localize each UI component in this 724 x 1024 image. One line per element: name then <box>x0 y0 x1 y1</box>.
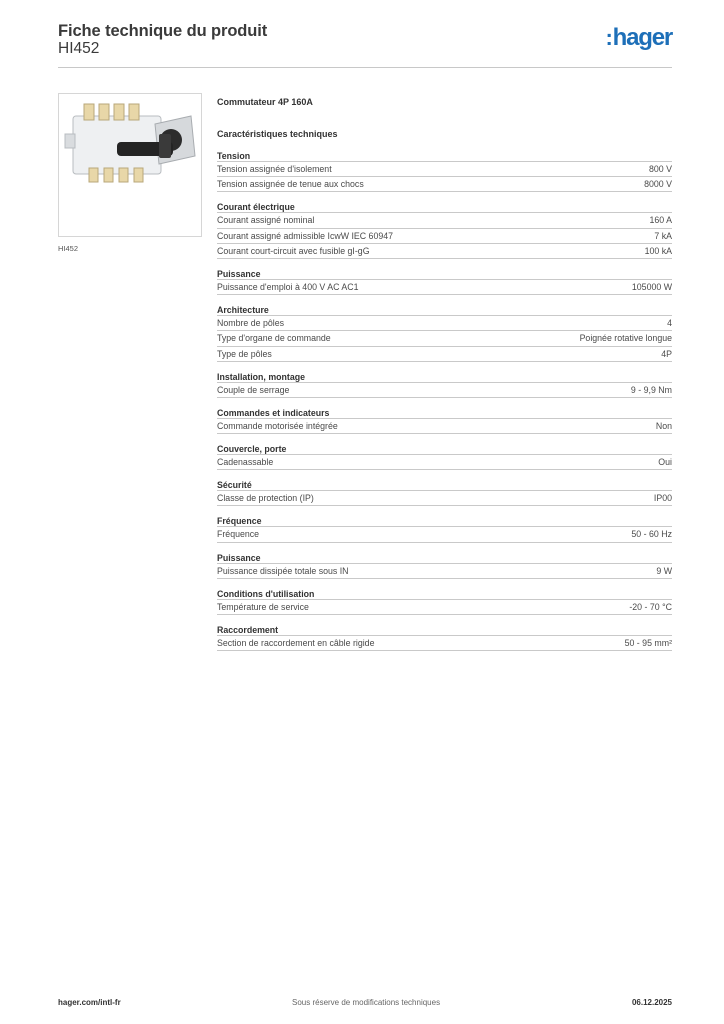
spec-row <box>217 347 672 362</box>
spec-group-title: Couvercle, porte <box>217 443 672 455</box>
spec-label: Courant court-circuit avec fusible gI-gG <box>217 245 370 256</box>
spec-value: 160 A <box>649 215 672 226</box>
spec-value: 8000 V <box>644 179 672 190</box>
spec-group-title: Installation, montage <box>217 371 672 383</box>
spec-label: Nombre de pôles <box>217 318 284 329</box>
spec-row <box>217 316 672 331</box>
spec-label: Tension assignée de tenue aux chocs <box>217 179 364 190</box>
spec-value: 4 <box>667 318 672 329</box>
spec-label: Tension assignée d'isolement <box>217 164 332 174</box>
spec-label: Puissance dissipée totale sous IN <box>217 565 349 576</box>
document-title: Fiche technique du produit <box>58 22 268 40</box>
logo-text: hager <box>612 24 672 51</box>
spec-label: Type de pôles <box>217 348 272 359</box>
spec-value: Oui <box>658 457 672 468</box>
spec-label: Couple de serrage <box>217 384 290 395</box>
spec-group-title: Fréquence <box>217 515 672 527</box>
spec-row <box>217 527 672 542</box>
spec-group <box>217 588 672 615</box>
spec-row <box>217 280 672 295</box>
product-reference: HI452 <box>58 40 100 57</box>
hager-logo[interactable]: :hager <box>605 24 672 51</box>
spec-group-title: Raccordement <box>217 624 672 636</box>
spec-value: 4P <box>661 348 672 359</box>
spec-row <box>217 383 672 398</box>
page-footer <box>58 998 672 1010</box>
spec-group <box>217 150 672 192</box>
spec-value: -20 - 70 °C <box>629 601 672 612</box>
spec-group-title: Sécurité <box>217 479 672 491</box>
spec-group-title: Puissance <box>217 268 672 280</box>
footer-website-link[interactable]: hager.com/intl-fr <box>58 998 121 1007</box>
spec-value: 7 kA <box>654 230 672 241</box>
spec-row <box>217 244 672 259</box>
footer-notice: Sous réserve de modifications techniques <box>292 998 441 1007</box>
spec-row <box>217 636 672 651</box>
technical-characteristics-title: Caractéristiques techniques <box>217 129 338 139</box>
spec-group <box>217 443 672 470</box>
spec-label: Classe de protection (IP) <box>217 493 314 504</box>
spec-group-title: Commandes et indicateurs <box>217 407 672 419</box>
spec-groups <box>217 150 672 651</box>
spec-value: 50 - 95 mm² <box>624 638 672 648</box>
spec-group <box>217 304 672 362</box>
spec-row <box>217 419 672 434</box>
image-caption: HI452 <box>58 244 79 253</box>
spec-group <box>217 624 672 651</box>
spec-row <box>217 229 672 244</box>
product-image <box>58 93 202 237</box>
switch-illustration <box>59 94 203 238</box>
spec-label: Section de raccordement en câble rigide <box>217 638 375 648</box>
spec-group-title: Conditions d'utilisation <box>217 588 672 600</box>
spec-value: IP00 <box>653 493 672 504</box>
spec-value: 50 - 60 Hz <box>631 529 672 540</box>
spec-label: Commande motorisée intégrée <box>217 420 338 431</box>
spec-row <box>217 213 672 228</box>
spec-row <box>217 177 672 192</box>
spec-value: 800 V <box>649 164 672 174</box>
spec-group <box>217 201 672 259</box>
spec-label: Puissance d'emploi à 400 V AC AC1 <box>217 281 359 292</box>
spec-value: 100 kA <box>644 245 672 256</box>
spec-group-title: Tension <box>217 150 672 162</box>
spec-value: 9 - 9,9 Nm <box>630 384 672 395</box>
spec-value: Non <box>655 420 672 431</box>
spec-label: Fréquence <box>217 529 260 540</box>
spec-row <box>217 564 672 579</box>
spec-group <box>217 515 672 542</box>
spec-label: Courant assigné admissible IcwW IEC 60947 <box>217 230 394 241</box>
spec-label: Type d'organe de commande <box>217 333 331 344</box>
spec-label: Cadenassable <box>217 457 274 468</box>
page-header <box>58 20 672 68</box>
spec-label: Courant assigné nominal <box>217 215 315 226</box>
spec-row <box>217 162 672 177</box>
spec-row <box>217 455 672 470</box>
product-name: Commutateur 4P 160A <box>217 97 313 107</box>
spec-group <box>217 407 672 434</box>
spec-label: Température de service <box>217 601 309 612</box>
spec-group <box>217 268 672 295</box>
specifications <box>217 96 672 651</box>
spec-group <box>217 552 672 579</box>
spec-value: Poignée rotative longue <box>579 333 672 344</box>
spec-group-title: Courant électrique <box>217 201 672 213</box>
spec-group-title: Architecture <box>217 304 672 316</box>
spec-group-title: Puissance <box>217 552 672 564</box>
spec-value: 105000 W <box>631 281 672 292</box>
spec-row <box>217 491 672 506</box>
spec-value: 9 W <box>656 565 672 576</box>
spec-group <box>217 479 672 506</box>
footer-date: 06.12.2025 <box>631 998 672 1007</box>
spec-row <box>217 331 672 346</box>
spec-group <box>217 371 672 398</box>
spec-row <box>217 600 672 615</box>
